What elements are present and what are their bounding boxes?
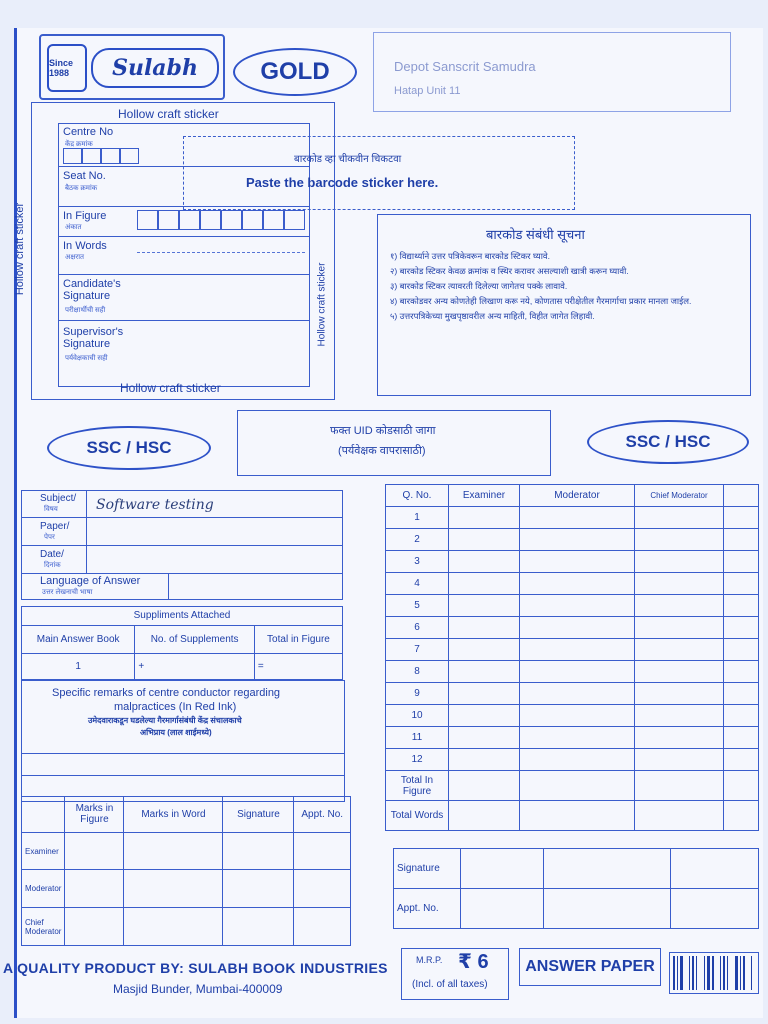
marks-cell[interactable]: [520, 801, 635, 831]
candidate-signature-label: Candidate's Signature: [63, 278, 121, 302]
col-total-figure: Total in Figure: [254, 625, 342, 653]
brand-name: Sulabh: [112, 55, 198, 81]
instruction-item: ५) उत्तरपत्रिकेच्या मुखपृष्ठावरील अन्य माहिती, विहीत जागेत लिहावी.: [390, 311, 595, 321]
marks-cell[interactable]: [724, 529, 759, 551]
instruction-item: ४) बारकोडवर अन्य कोणतेही लिखाण करू नये, कोणतास परीक्षेतील गैरमार्गाचा प्रकार मानला जाईल.: [390, 296, 692, 306]
marks-cell[interactable]: [449, 507, 520, 529]
question-row: [386, 749, 759, 771]
marks-cell[interactable]: [635, 727, 724, 749]
marks-cell[interactable]: [635, 749, 724, 771]
in-figure-label-mr: अंकात: [65, 224, 82, 231]
marks-cell[interactable]: [724, 749, 759, 771]
marks-cell[interactable]: [520, 573, 635, 595]
logo-box: [39, 34, 225, 100]
logo-badge: Since 1988: [49, 58, 74, 78]
supplements-table: [21, 606, 343, 680]
subject-label-mr: विषय: [44, 506, 58, 513]
language-label: Language of Answer: [40, 575, 141, 587]
subject-details: [21, 490, 343, 600]
marks-cell[interactable]: [635, 771, 724, 801]
ssc-hsc-text: SSC / HSC: [625, 432, 711, 451]
stamp-line-2: Hatap Unit 11: [394, 85, 461, 97]
question-number: 12: [386, 749, 449, 771]
marks-cell[interactable]: [724, 551, 759, 573]
qhead-qno: Q. No.: [386, 485, 449, 507]
in-words-label-mr: अक्षरात: [65, 254, 85, 261]
question-row: [386, 683, 759, 705]
sig-row-appt: Appt. No.: [394, 889, 461, 929]
paper-label-mr: पेपर: [44, 534, 55, 541]
question-row: [386, 595, 759, 617]
marks-header-blank: [22, 797, 65, 833]
marks-cell[interactable]: [449, 749, 520, 771]
question-row: [386, 661, 759, 683]
marks-cell[interactable]: [520, 529, 635, 551]
question-number: Total In Figure: [386, 771, 449, 801]
marks-cell[interactable]: [449, 771, 520, 801]
marks-cell[interactable]: [635, 529, 724, 551]
marks-cell[interactable]: [635, 595, 724, 617]
marks-cell[interactable]: [520, 595, 635, 617]
equals-sign: =: [254, 654, 342, 680]
marks-cell[interactable]: [449, 551, 520, 573]
candidate-signature-label-mr: परीक्षार्थीची सही: [65, 307, 106, 314]
sticker-bottom-label: Hollow craft sticker: [120, 381, 221, 395]
sig-row-signature: Signature: [394, 849, 461, 889]
marks-cell[interactable]: [520, 661, 635, 683]
marks-cell[interactable]: [449, 683, 520, 705]
row-chief-moderator: Chief Moderator: [22, 908, 65, 946]
tax-note: (Incl. of all taxes): [412, 979, 488, 990]
seat-no-label-mr: बैठक क्रमांक: [65, 185, 98, 192]
centre-no-boxes[interactable]: [63, 148, 139, 164]
answer-paper-text: ANSWER PAPER: [525, 958, 655, 975]
barcode-instructions: [377, 214, 751, 396]
barcode-paste-area[interactable]: [183, 136, 575, 210]
qhead-examiner: Examiner: [449, 485, 520, 507]
remarks-box[interactable]: [21, 680, 345, 802]
marks-cell[interactable]: [449, 727, 520, 749]
in-figure-label: In Figure: [63, 210, 107, 222]
marks-cell[interactable]: [724, 617, 759, 639]
question-number: Total Words: [386, 801, 449, 831]
row-moderator: Moderator: [22, 870, 65, 908]
marks-cell[interactable]: [449, 617, 520, 639]
answer-paper-box: [519, 948, 661, 986]
mrp-label: M.R.P.: [416, 955, 443, 965]
remarks-line-1: Specific remarks of centre conductor regarding: [52, 687, 281, 699]
question-number: 6: [386, 617, 449, 639]
uid-box: [237, 410, 551, 476]
answer-sheet: [3, 28, 763, 1018]
question-number: 9: [386, 683, 449, 705]
instructions-list: [390, 249, 740, 324]
marks-cell[interactable]: [520, 639, 635, 661]
paper-label: Paper/: [40, 521, 70, 532]
row-examiner: Examiner: [22, 832, 65, 870]
sticker-top-label: Hollow craft sticker: [118, 107, 219, 121]
ssc-hsc-text: SSC / HSC: [86, 438, 172, 457]
question-marks-table: [385, 484, 759, 831]
signature-table: [393, 848, 759, 929]
question-row: [386, 705, 759, 727]
marks-cell[interactable]: [449, 801, 520, 831]
marks-cell[interactable]: [635, 507, 724, 529]
marks-cell[interactable]: [635, 639, 724, 661]
centre-no-label: Centre No: [63, 126, 114, 138]
question-row: [386, 617, 759, 639]
question-row: [386, 529, 759, 551]
marks-header-appt: Appt. No.: [294, 797, 351, 833]
remarks-line-3: उमेदवाराकडून घडलेल्या गैरमार्गासंबंधी केंद्र संचालकाचे: [88, 716, 242, 725]
marks-cell[interactable]: [724, 727, 759, 749]
barcode-paste-text: Paste the barcode sticker here.: [246, 175, 439, 190]
sticker-side-label: Hollow craft sticker: [14, 202, 27, 296]
marks-cell[interactable]: [449, 661, 520, 683]
barcode-title-mr: बारकोड व्हा चीकवीन चिकटवा: [294, 154, 402, 165]
question-number: 2: [386, 529, 449, 551]
marks-cell[interactable]: [520, 727, 635, 749]
language-label-mr: उत्तर लेखनाची भाषा: [42, 589, 93, 596]
col-main-book: Main Answer Book: [22, 625, 135, 653]
in-figure-boxes[interactable]: [137, 210, 305, 230]
marks-cell[interactable]: [724, 801, 759, 831]
marks-cell[interactable]: [449, 639, 520, 661]
marks-cell[interactable]: [520, 771, 635, 801]
ssc-hsc-badge-left: [47, 426, 211, 470]
question-number: 4: [386, 573, 449, 595]
marks-header-signature: Signature: [223, 797, 294, 833]
marks-cell[interactable]: [724, 595, 759, 617]
logo-emblem: [47, 44, 87, 92]
brand-logo: [91, 48, 219, 88]
in-words-field[interactable]: [137, 252, 305, 253]
supervisor-signature-label-mr: पर्यवेक्षकाची सही: [65, 355, 108, 362]
question-row: [386, 573, 759, 595]
marks-table: [21, 796, 351, 946]
marks-cell[interactable]: [520, 507, 635, 529]
marks-cell[interactable]: [635, 661, 724, 683]
sticker-side-label-right: Hollow craft sticker: [316, 262, 328, 347]
marks-cell[interactable]: [635, 551, 724, 573]
question-row: [386, 639, 759, 661]
marks-cell[interactable]: [724, 705, 759, 727]
instruction-item: १) विद्यार्थ्याने उत्तर पत्रिकेवरून बारकोड स्टिकर घ्यावे.: [390, 251, 550, 261]
marks-cell[interactable]: [724, 507, 759, 529]
supervisor-signature-label: Supervisor's Signature: [63, 326, 124, 350]
subject-value[interactable]: Software testing: [96, 497, 214, 513]
marks-cell[interactable]: [635, 617, 724, 639]
footer-address: Masjid Bunder, Mumbai-400009: [113, 982, 283, 996]
marks-cell[interactable]: [520, 551, 635, 573]
marks-cell[interactable]: [449, 573, 520, 595]
marks-cell[interactable]: [724, 771, 759, 801]
centre-no-label-mr: केंद्र क्रमांक: [65, 141, 93, 148]
barcode-graphic: [669, 952, 759, 994]
gold-badge: [233, 48, 357, 96]
marks-header-figure: Marks in Figure: [65, 797, 124, 833]
question-number: 8: [386, 661, 449, 683]
remarks-line-4: अभिप्राय (लाल शाईमध्ये): [140, 728, 212, 737]
marks-cell[interactable]: [520, 705, 635, 727]
qhead-chief-moderator: Chief Moderator: [635, 485, 724, 507]
marks-cell[interactable]: [635, 801, 724, 831]
question-row: [386, 507, 759, 529]
question-row: [386, 771, 759, 801]
ssc-hsc-badge-right: [587, 420, 749, 464]
marks-cell[interactable]: [724, 661, 759, 683]
marks-cell[interactable]: [520, 683, 635, 705]
question-row: [386, 801, 759, 831]
marks-cell[interactable]: [724, 683, 759, 705]
main-book-count: 1: [22, 654, 135, 680]
depot-stamp: [373, 32, 731, 112]
instructions-title: बारकोड संबंधी सूचना: [486, 227, 585, 242]
question-number: 3: [386, 551, 449, 573]
subject-label: Subject/: [40, 493, 77, 504]
marks-cell[interactable]: [520, 749, 635, 771]
marks-header-word: Marks in Word: [124, 797, 223, 833]
mrp-value: ₹ 6: [458, 951, 489, 973]
marks-cell[interactable]: [635, 683, 724, 705]
marks-cell[interactable]: [449, 529, 520, 551]
marks-cell[interactable]: [635, 573, 724, 595]
marks-cell[interactable]: [520, 617, 635, 639]
uid-line-2: (पर्यवेक्षक वापरासाठी): [338, 445, 426, 457]
marks-cell[interactable]: [449, 595, 520, 617]
marks-cell[interactable]: [635, 705, 724, 727]
question-row: [386, 551, 759, 573]
marks-cell[interactable]: [724, 573, 759, 595]
question-number: 11: [386, 727, 449, 749]
seat-no-label: Seat No.: [63, 170, 106, 182]
instruction-item: २) बारकोड स्टिकर केवळ क्रमांक व स्थिर करावर असल्याशी खात्री करून घ्यावी.: [390, 266, 629, 276]
col-no-supplements: No. of Supplements: [135, 625, 255, 653]
footer: [3, 948, 763, 1018]
mrp-box: [401, 948, 509, 1000]
question-number: 5: [386, 595, 449, 617]
question-number: 10: [386, 705, 449, 727]
date-label-mr: दिनांक: [44, 562, 61, 569]
marks-cell[interactable]: [449, 705, 520, 727]
gold-text: GOLD: [260, 58, 330, 85]
in-words-label: In Words: [63, 240, 107, 252]
remarks-line-2: malpractices (In Red Ink): [114, 701, 237, 713]
uid-line-1: फक्त UID कोडसाठी जागा: [330, 425, 436, 437]
date-label: Date/: [40, 549, 64, 560]
footer-company: A QUALITY PRODUCT BY: SULABH BOOK INDUSTRIES: [3, 960, 388, 976]
stamp-line-1: Depot Sanscrit Samudra: [394, 59, 536, 74]
question-number: 1: [386, 507, 449, 529]
marks-cell[interactable]: [724, 639, 759, 661]
supplements-title: Suppliments Attached: [22, 607, 343, 626]
instruction-item: ३) बारकोड स्टिकर त्यावरती दिलेल्या जागेतच पक्के लावावे.: [390, 281, 568, 291]
qhead-moderator: Moderator: [520, 485, 635, 507]
plus-sign: +: [135, 654, 255, 680]
question-number: 7: [386, 639, 449, 661]
question-row: [386, 727, 759, 749]
